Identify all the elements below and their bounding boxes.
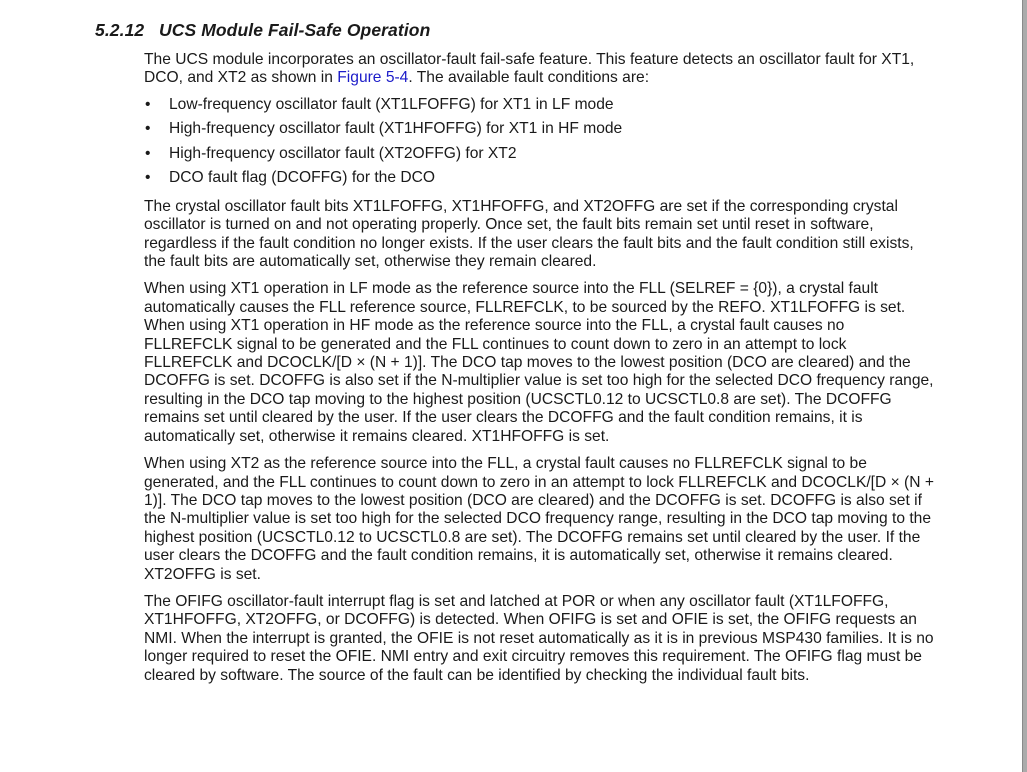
xt2-reference-paragraph: When using XT2 as the reference source into the FLL, a crystal fault causes no FLLREFCLK signal to be generated, and the FLL continues to count down to zero in an attempt to lock FLLREFCLK and DCOCLK/[D × (N + 1)]. The DCO tap moves to the lowest position (DCO are cleared) and the DCOFFG is set. DCOFFG is also set if the N-multiplier value is set too high for the selected DCO frequency range, resulting in the DCO tap moving to the highest position (UCSCTL0.12 to UCSCTL0.8 are set). The DCOFFG remains set until cleared by the user. If the user clears the DCOFFG and the fault condition remains, it is automatically set, otherwise it remains cleared. XT2OFFG is set. <box>144 455 934 583</box>
list-item <box>144 166 936 191</box>
list-item-text: DCO fault flag (DCOFFG) for the DCO <box>169 169 436 187</box>
bullet-icon: • <box>145 169 151 187</box>
bullet-icon: • <box>145 120 151 138</box>
xt1-reference-paragraph: When using XT1 operation in LF mode as the reference source into the FLL (SELREF = {0}), a crystal fault automatically causes the FLL reference source, FLLREFCLK, to be sourced by the REFO. XT1LFOFFG is set. When using XT1 operation in HF mode as the reference source into the FLL, a crystal fault causes no FLLREFCLK signal to be generated and the FLL continues to count down to zero in an attempt to lock FLLREFCLK and DCOCLK/[D × (N + 1)]. The DCO tap moves to the lowest position (DCO are cleared) and the DCOFFG is set. DCOFFG is also set if the N-multiplier value is set too high for the selected DCO frequency range, resulting in the DCO tap moving to the highest position (UCSCTL0.12 to UCSCTL0.8 are set). The DCOFFG remains set until cleared by the user. If the user clears the DCOFFG and the fault condition remains, it is automatically set, otherwise it remains cleared. XT1HFOFFG is set. <box>144 280 934 445</box>
list-item-text: High-frequency oscillator fault (XT1HFOFFG) for XT1 in HF mode <box>169 120 623 138</box>
section-number: 5.2.12 <box>95 20 145 40</box>
intro-text-after-link: . The available fault conditions are: <box>408 69 650 87</box>
intro-text-before-link: The UCS module incorporates an oscillator-fault fail-safe feature. This feature detects an oscillator fault for XT1, DCO, and XT2 as shown in <box>144 51 915 87</box>
list-item-text: Low-frequency oscillator fault (XT1LFOFFG) for XT1 in LF mode <box>169 95 614 113</box>
list-item <box>144 117 936 142</box>
section-body <box>144 51 936 694</box>
section-heading <box>95 20 430 41</box>
fault-conditions-list <box>144 93 936 191</box>
section-title: UCS Module Fail-Safe Operation <box>159 20 431 40</box>
ofifg-interrupt-paragraph: The OFIFG oscillator-fault interrupt flag is set and latched at POR or when any oscillator fault (XT1LFOFFG, XT1HFOFFG, XT2OFFG, or DCOFFG) is detected. When OFIFG is set and OFIE is set, the OFIFG requests an NMI. When the interrupt is granted, the OFIE is not reset automatically as it is in previous MSP430 families. It is no longer required to reset the OFIE. NMI entry and exit circuitry removes this requirement. The OFIFG flag must be cleared by software. The source of the fault can be identified by checking the individual fault bits. <box>144 592 934 684</box>
intro-paragraph <box>144 51 936 88</box>
list-item <box>144 142 936 167</box>
list-item <box>144 93 936 118</box>
fault-bits-paragraph: The crystal oscillator fault bits XT1LFOFFG, XT1HFOFFG, and XT2OFFG are set if the corresponding crystal oscillator is turned on and not operating properly. Once set, the fault bits remain set until reset in software, regardless if the fault condition no longer exists. If the user clears the fault bits and the fault condition still exists, the fault bits are automatically set, otherwise they remain cleared. <box>144 197 914 271</box>
figure-5-4-link[interactable]: Figure 5-4 <box>337 69 409 87</box>
viewer-edge-divider <box>1022 0 1027 772</box>
bullet-icon: • <box>145 95 151 113</box>
list-item-text: High-frequency oscillator fault (XT2OFFG) for XT2 <box>169 144 517 162</box>
bullet-icon: • <box>145 144 151 162</box>
